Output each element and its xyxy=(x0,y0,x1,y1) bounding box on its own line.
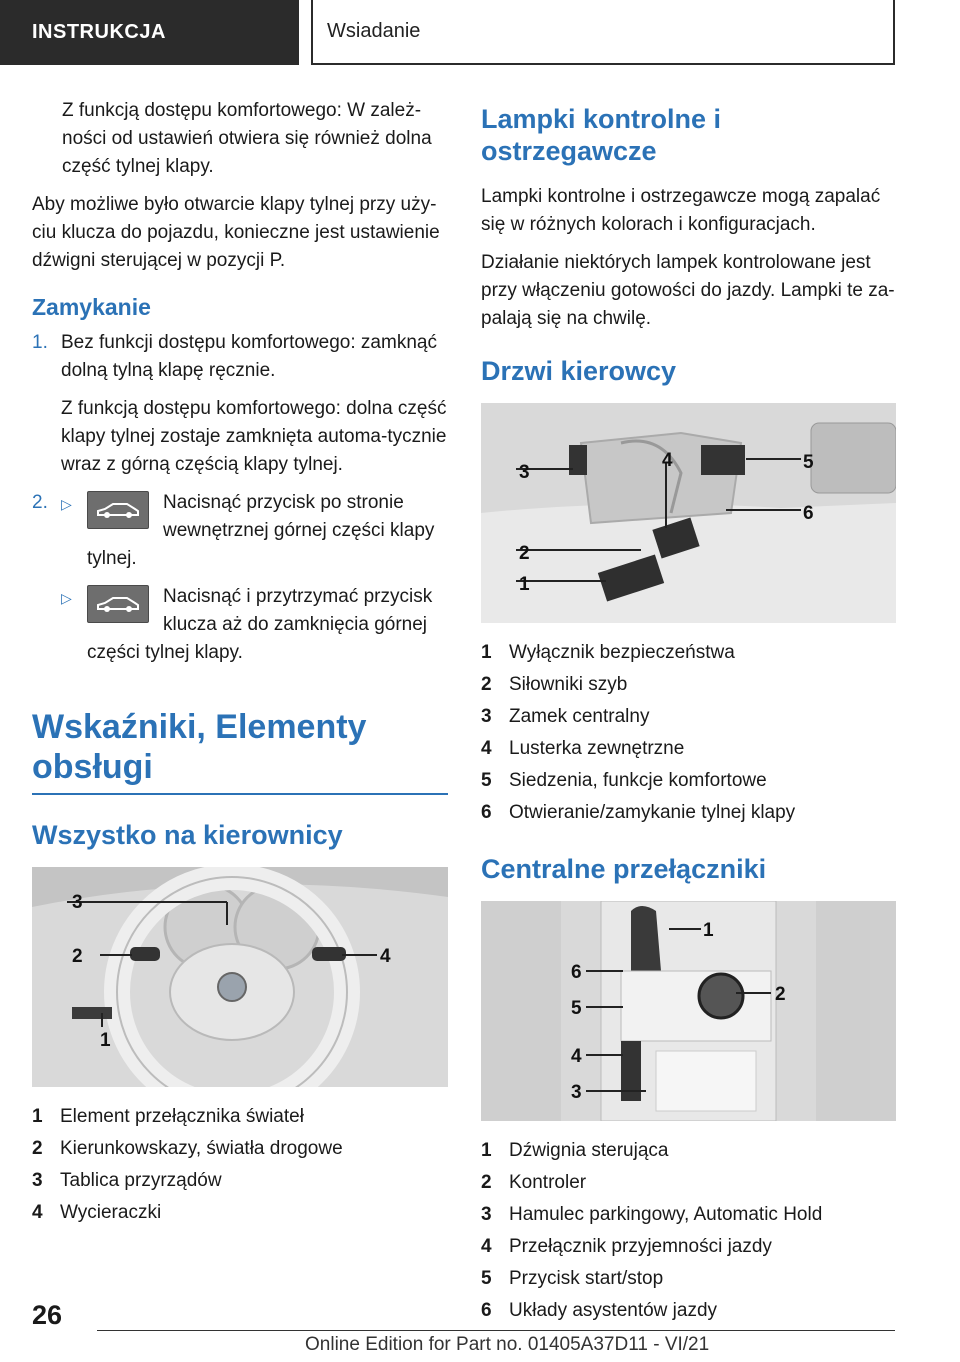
step-2-option-b xyxy=(61,583,448,667)
driver-door-illustration xyxy=(481,403,896,623)
center-console-figure xyxy=(481,901,896,1121)
door-legend xyxy=(481,637,896,829)
zamykanie-heading: Zamykanie xyxy=(32,294,151,320)
list-item: 2 Kontroler xyxy=(481,1172,587,1193)
steering-callout-4: 4 xyxy=(380,946,391,967)
steering-legend xyxy=(32,1101,448,1229)
door-heading: Drzwi kierowcy xyxy=(481,356,677,386)
key-tailgate-button-icon xyxy=(87,585,149,623)
step-1-number: 1. xyxy=(32,332,48,353)
door-callout-2: 2 xyxy=(519,543,530,564)
list-item: 5 Siedzenia, funkcje komfortowe xyxy=(481,770,767,791)
console-callout-3: 3 xyxy=(571,1082,582,1103)
left-column xyxy=(32,97,448,1229)
chapter-title: Wsiadanie xyxy=(327,20,421,42)
list-item: 2 Kierunkowskazy, światła drogowe xyxy=(32,1138,343,1159)
door-callout-6: 6 xyxy=(803,503,814,524)
edition-note: Online Edition for Part no. 01405A37D11 - VI/21 xyxy=(305,1334,710,1355)
list-item: 1 Dźwignia sterująca xyxy=(481,1140,669,1161)
step-2-number: 2. xyxy=(32,492,48,513)
list-item: 6 Układy asystentów jazdy xyxy=(481,1300,718,1321)
console-callout-4: 4 xyxy=(571,1046,582,1067)
lamps-paragraph-2: Działanie niektórych lampek kontrolowane jest przy włączeniu gotowości do jazdy. Lampki te za-palają się na chwilę. xyxy=(481,252,895,329)
list-item: 6 Otwieranie/zamykanie tylnej klapy xyxy=(481,802,796,823)
list-item: 4 Lusterka zewnętrzne xyxy=(481,738,685,759)
step-1-subtext: Z funkcją dostępu komfortowego: dolna część klapy tylnej zostaje zamknięta automa-tycznie wraz z górną częścią klapy tylnej. xyxy=(61,398,447,475)
step-2-option-a-text: Nacisnąć przycisk po stronie wewnętrznej górnej części klapy tylnej. xyxy=(87,492,435,569)
list-item: 3 Tablica przyrządów xyxy=(32,1170,222,1191)
door-callout-4: 4 xyxy=(662,450,673,471)
list-item: 3 Hamulec parkingowy, Automatic Hold xyxy=(481,1204,823,1225)
chapter-tab xyxy=(311,0,895,65)
step-2 xyxy=(32,489,448,677)
list-item: 5 Przycisk start/stop xyxy=(481,1268,664,1289)
steering-callout-3: 3 xyxy=(72,892,83,913)
door-callout-1: 1 xyxy=(519,574,530,595)
console-callout-5: 5 xyxy=(571,998,582,1019)
console-callout-1: 1 xyxy=(703,920,714,941)
console-callout-6: 6 xyxy=(571,962,582,983)
steering-wheel-illustration xyxy=(32,867,448,1087)
console-heading: Centralne przełączniki xyxy=(481,854,767,884)
door-callout-3: 3 xyxy=(519,462,530,483)
lamps-paragraph-1: Lampki kontrolne i ostrzegawcze mogą zapalać się w różnych kolorach i konfiguracjach. xyxy=(481,186,881,235)
center-console-illustration xyxy=(481,901,896,1121)
driver-door-figure xyxy=(481,403,896,623)
step-1-text: Bez funkcji dostępu komfortowego: zamknąć dolną tylną klapę ręcznie. xyxy=(61,332,437,381)
list-item: 1 Element przełącznika świateł xyxy=(32,1106,304,1127)
triangle-bullet-icon: ▷ xyxy=(61,590,72,606)
section-label: INSTRUKCJA xyxy=(32,21,166,43)
steering-wheel-figure xyxy=(32,867,448,1087)
footer-divider xyxy=(97,1330,895,1331)
page-number: 26 xyxy=(32,1300,63,1330)
step-1 xyxy=(32,329,448,489)
list-item: 2 Siłowniki szyb xyxy=(481,674,628,695)
lamps-heading: Lampki kontrolne i ostrzegawcze xyxy=(481,104,722,166)
intro-indent-paragraph: Z funkcją dostępu komfortowego: W zależ-ności od ustawień otwiera się również dolna część tylnej klapy. xyxy=(62,100,432,177)
console-callout-2: 2 xyxy=(775,984,786,1005)
list-item: 1 Wyłącznik bezpieczeństwa xyxy=(481,642,735,663)
intro-paragraph: Aby możliwe było otwarcie klapy tylnej przy uży-ciu klucza do pojazdu, konieczne jest ustawienie dźwigni sterującej w pozycji P. xyxy=(32,194,440,271)
tailgate-button-icon xyxy=(87,491,149,529)
triangle-bullet-icon: ▷ xyxy=(61,496,72,512)
door-callout-5: 5 xyxy=(803,452,814,473)
steering-heading: Wszystko na kierownicy xyxy=(32,820,343,850)
steering-callout-2: 2 xyxy=(72,946,83,967)
step-2-option-a xyxy=(61,489,448,573)
list-item: 4 Przełącznik przyjemności jazdy xyxy=(481,1236,772,1257)
list-item: 4 Wycieraczki xyxy=(32,1202,162,1223)
main-heading: Wskaźniki, Elementy obsługi xyxy=(32,707,448,795)
console-legend xyxy=(481,1135,896,1327)
list-item: 3 Zamek centralny xyxy=(481,706,650,727)
steering-callout-1: 1 xyxy=(100,1030,111,1051)
section-tab xyxy=(0,0,299,65)
step-2-option-b-text: Nacisnąć i przytrzymać przycisk klucza aż do zamknięcia górnej części tylnej klapy. xyxy=(87,586,433,663)
right-column xyxy=(481,97,896,1327)
